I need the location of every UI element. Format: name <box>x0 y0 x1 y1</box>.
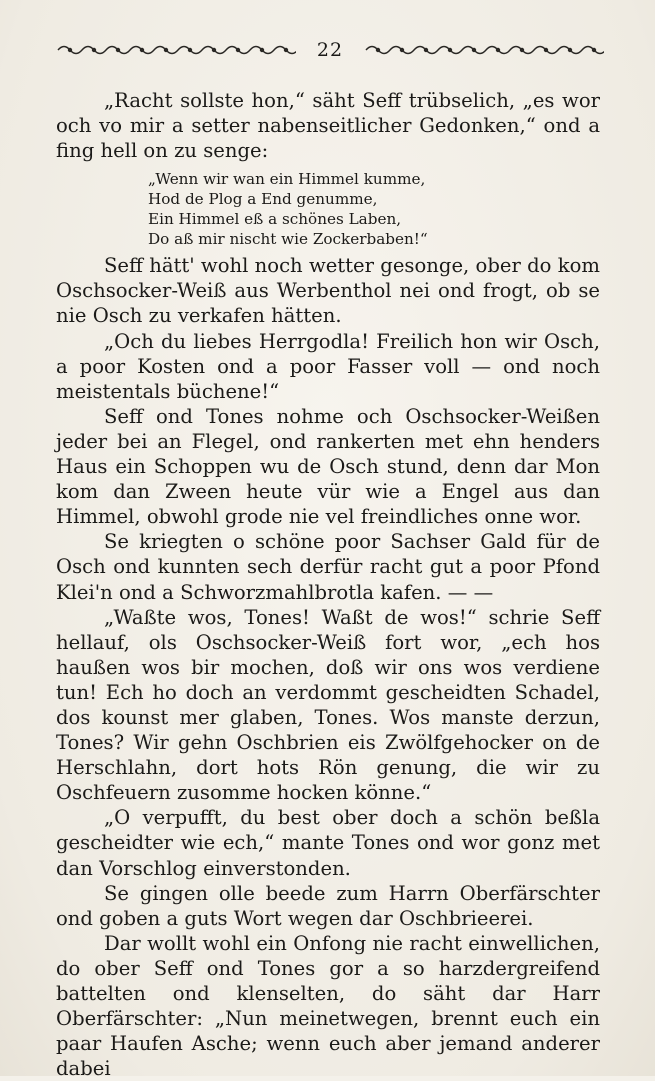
poem-line: „Wenn wir wan ein Himmel kumme, <box>148 170 426 189</box>
poem-stanza <box>148 169 600 249</box>
paragraph-5: Se kriegten o schöne poor Sachser Gald für de Osch ond kunnten sech derfür racht gut a poor Pfond Klei'n ond a Schworzmahlbrotla kafen. — — <box>56 530 600 604</box>
paragraph-7: „O verpufft, du best ober doch a schön beßla gescheidter wie ech,“ mante Tones ond wor gonz met dan Vorschlog einverstonden. <box>56 806 600 880</box>
floral-ornament-left-icon <box>56 43 296 57</box>
page-header <box>56 38 604 62</box>
paragraph-6: „Waßte wos, Tones! Waßt de wos!“ schrie Seff hellauf, ols Oschsocker-Weiß fort wor, „ech hos haußen wos bir mochen, doß wir ons wos verdiene tun! Ech ho doch an verdommt gescheidten Schadel, dos kounst mer glaben, Tones. Wos manste derzun, Tones? Wir gehn Oschbrien eis Zwölfgehocker on de Herschlahn, dort hots Rön genung, die wir zu Oschfeuern zusomme hocken könne.“ <box>56 605 600 805</box>
poem-line: Do aß mir nischt wie Zockerbaben!“ <box>148 230 428 249</box>
paragraph-1: „Racht sollste hon,“ säht Seff trübselich, „es wor och vo mir a setter nabenseitlicher Gedonken,“ ond a fing hell on zu senge: <box>56 89 600 163</box>
page-number: 22 <box>316 39 344 61</box>
paragraph-8: Se gingen olle beede zum Harrn Oberfärschter ond goben a guts Wort wegen dar Oschbrieerei. <box>56 881 600 930</box>
paragraph-4: Seff ond Tones nohme och Oschsocker-Weißen jeder bei an Flegel, ond rankerten met ehn henders Haus ein Schoppen wu de Osch stund, denn dar Mon kom dan Zween heute vür wie a Engel aus dan Himmel, obwohl grode nie vel freindliches onne wor. <box>56 404 600 529</box>
poem-line: Hod de Plog a End genumme, <box>148 190 378 209</box>
poem-line: Ein Himmel eß a schönes Laben, <box>148 210 402 229</box>
body-text <box>56 88 600 1081</box>
paragraph-3: „Och du liebes Herrgodla! Freilich hon wir Osch, a poor Kosten ond a poor Fasser voll — ond noch meistentals büchene!“ <box>56 329 600 403</box>
floral-ornament-right-icon <box>364 43 604 57</box>
paragraph-2: Seff hätt' wohl noch wetter gesonge, ober do kom Oschsocker-Weiß aus Werbenthol nei ond frogt, ob se nie Osch zu verkafen hätten. <box>56 254 600 328</box>
paragraph-9: Dar wollt wohl ein Onfong nie racht einwellichen, do ober Seff ond Tones gor a so harzdergreifend battelten ond klenselten, do säht dar Harr Oberfärschter: „Nun meinetwegen, brennt euch ein paar Haufen Asche; wenn euch aber jemand anderer dabei <box>56 931 600 1081</box>
